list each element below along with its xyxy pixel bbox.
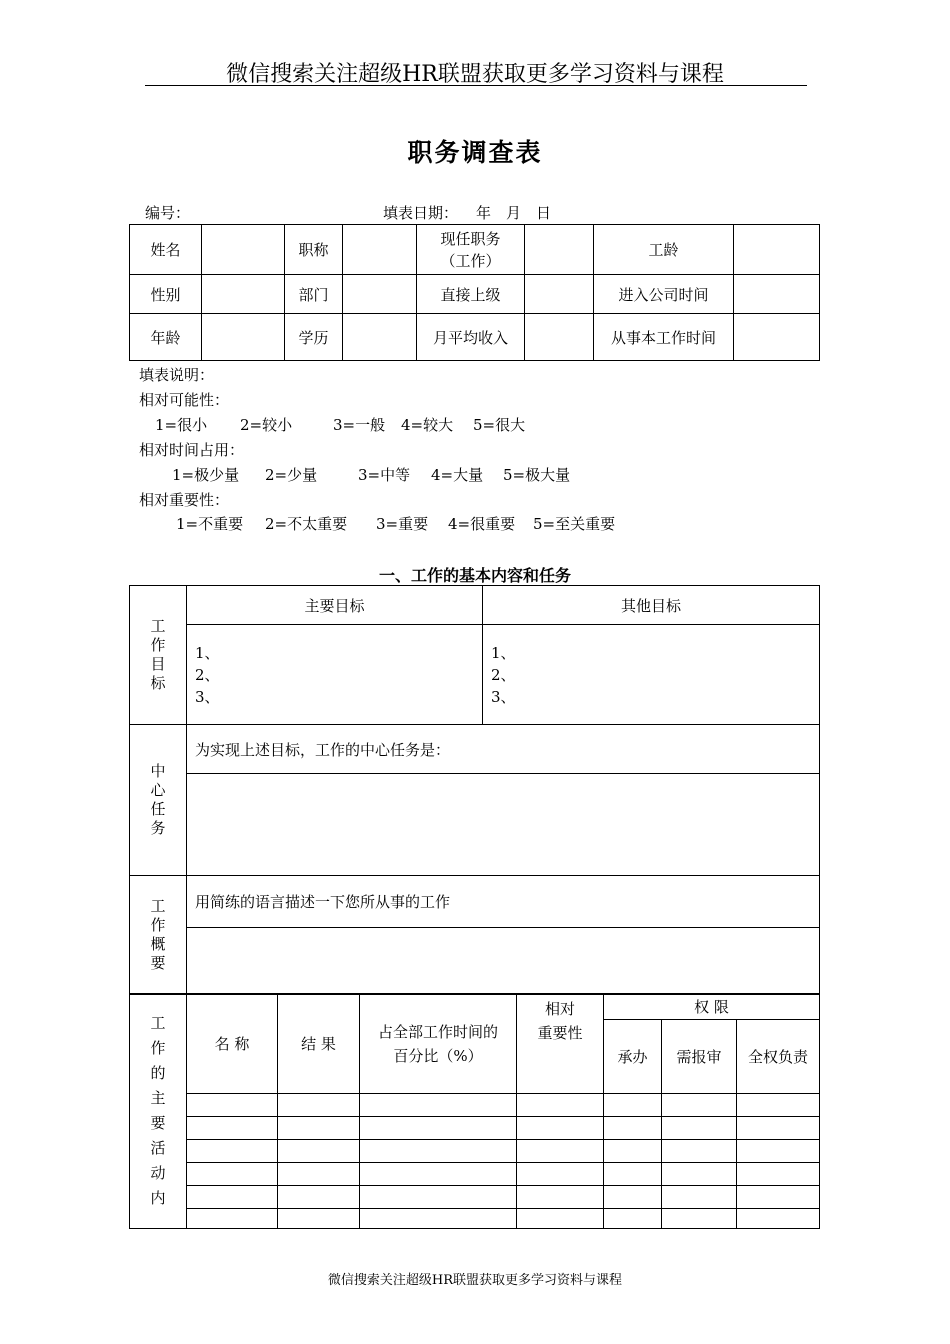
time-scale-3: 3=中等: [358, 466, 411, 484]
table-row: [130, 1163, 820, 1186]
col-result-header: 结 果: [278, 994, 360, 1094]
join-time-value[interactable]: [734, 275, 820, 314]
activity-cell[interactable]: [662, 1163, 737, 1186]
number-label: 编号：: [145, 204, 191, 222]
date-day: 日: [536, 204, 552, 222]
activity-cell[interactable]: [278, 1209, 360, 1229]
activity-cell[interactable]: [187, 1094, 278, 1117]
time-label: 相对时间占用：: [139, 441, 245, 459]
activity-cell[interactable]: [517, 1094, 604, 1117]
name-label: 姓名: [130, 225, 202, 275]
activity-cell[interactable]: [604, 1140, 662, 1163]
activity-cell[interactable]: [517, 1117, 604, 1140]
position-value[interactable]: [525, 225, 594, 275]
age-label: 年龄: [130, 314, 202, 361]
activity-cell[interactable]: [517, 1163, 604, 1186]
footer-banner: 微信搜索关注超级HR联盟获取更多学习资料与课程: [327, 1273, 623, 1288]
date-year: 年: [476, 204, 492, 222]
table-row: [130, 1094, 820, 1117]
activity-cell[interactable]: [737, 1209, 820, 1229]
time-scale-4: 4=大量: [431, 466, 484, 484]
importance-scale-1: 1=不重要: [176, 515, 244, 533]
goals-label: 工作目标: [150, 617, 166, 692]
income-value[interactable]: [525, 314, 594, 361]
join-time-label: 进入公司时间: [594, 275, 734, 314]
activity-cell[interactable]: [187, 1186, 278, 1209]
activity-cell[interactable]: [278, 1117, 360, 1140]
activity-cell[interactable]: [662, 1140, 737, 1163]
col-name-header: 名 称: [187, 994, 278, 1094]
activity-cell[interactable]: [360, 1163, 517, 1186]
department-value[interactable]: [343, 275, 417, 314]
activity-cell[interactable]: [278, 1186, 360, 1209]
importance-scale-3: 3=重要: [376, 515, 429, 533]
other-goal-item: 1、: [491, 643, 516, 662]
activity-cell[interactable]: [737, 1186, 820, 1209]
gender-value[interactable]: [202, 275, 285, 314]
possibility-label: 相对可能性：: [139, 391, 230, 409]
department-label: 部门: [285, 275, 343, 314]
activity-cell[interactable]: [737, 1163, 820, 1186]
main-goal-item: 1、: [195, 643, 220, 662]
education-value[interactable]: [343, 314, 417, 361]
activity-cell[interactable]: [278, 1140, 360, 1163]
supervisor-label: 直接上级: [417, 275, 525, 314]
header-banner: 微信搜索关注超级HR联盟获取更多学习资料与课程: [226, 62, 724, 87]
col-percent-line2: 百分比（%）: [393, 1046, 483, 1065]
table-row: [130, 1117, 820, 1140]
center-task-label: 中心任务: [150, 762, 166, 837]
activity-cell[interactable]: [604, 1186, 662, 1209]
center-task-input[interactable]: [187, 774, 820, 876]
auth-report-header: 需报审: [662, 1020, 737, 1094]
activity-cell[interactable]: [517, 1140, 604, 1163]
position-label-line2: （工作）: [440, 251, 501, 270]
activity-cell[interactable]: [360, 1209, 517, 1229]
activity-cell[interactable]: [360, 1094, 517, 1117]
goals-table: [129, 585, 820, 995]
seniority-label: 工龄: [594, 225, 734, 275]
other-goal-item: 2、: [491, 665, 516, 684]
work-time-value[interactable]: [734, 314, 820, 361]
activity-cell[interactable]: [187, 1117, 278, 1140]
age-value[interactable]: [202, 314, 285, 361]
activity-cell[interactable]: [662, 1186, 737, 1209]
col-percent-line1: 占全部工作时间的: [377, 1022, 498, 1041]
main-goal-item: 2、: [195, 665, 220, 684]
importance-label: 相对重要性：: [139, 491, 230, 509]
activity-cell[interactable]: [360, 1140, 517, 1163]
main-goals-header: 主要目标: [187, 586, 483, 625]
activity-cell[interactable]: [662, 1094, 737, 1117]
header-divider: [145, 85, 807, 86]
position-label: [417, 225, 525, 275]
center-task-label-cell: [130, 725, 187, 876]
possibility-scale-5: 5=很大: [473, 416, 526, 434]
section-title: 一、工作的基本内容和任务: [378, 566, 571, 585]
other-goals-list[interactable]: [483, 625, 820, 725]
activity-cell[interactable]: [360, 1186, 517, 1209]
activity-cell[interactable]: [604, 1117, 662, 1140]
activity-cell[interactable]: [187, 1209, 278, 1229]
importance-scale-2: 2=不太重要: [265, 515, 348, 533]
summary-prompt: 用简练的语言描述一下您所从事的工作: [187, 876, 820, 928]
time-scale-2: 2=少量: [265, 466, 318, 484]
table-row: [130, 1186, 820, 1209]
summary-input[interactable]: [187, 928, 820, 995]
main-goal-item: 3、: [195, 687, 220, 706]
activity-cell[interactable]: [737, 1117, 820, 1140]
info-table: [129, 224, 820, 361]
possibility-scale-4: 4=较大: [401, 416, 454, 434]
other-goals-header: 其他目标: [483, 586, 820, 625]
activities-label-cell: [130, 994, 187, 1229]
table-row: [130, 1209, 820, 1229]
summary-label-cell: [130, 876, 187, 995]
time-scale-5: 5=极大量: [503, 466, 571, 484]
education-label: 学历: [285, 314, 343, 361]
time-scale-1: 1=极少量: [172, 466, 240, 484]
col-importance-line2: 重要性: [537, 1024, 583, 1042]
center-task-prompt: 为实现上述目标，工作的中心任务是：: [187, 725, 820, 774]
work-time-label: 从事本工作时间: [594, 314, 734, 361]
income-label: 月平均收入: [417, 314, 525, 361]
importance-scale-5: 5=至关重要: [533, 515, 616, 533]
date-label: 填表日期：: [383, 204, 459, 222]
col-percent-header: [360, 994, 517, 1094]
activity-cell[interactable]: [187, 1163, 278, 1186]
gender-label: 性别: [130, 275, 202, 314]
importance-scale-4: 4=很重要: [448, 515, 516, 533]
activity-cell[interactable]: [662, 1117, 737, 1140]
title-value[interactable]: [343, 225, 417, 275]
activity-cell[interactable]: [360, 1117, 517, 1140]
summary-label: 工作概要: [150, 897, 166, 972]
col-importance-line1: 相对: [544, 1000, 575, 1018]
table-row: [130, 1140, 820, 1163]
seniority-value[interactable]: [734, 225, 820, 275]
possibility-scale-1: 1=很小: [155, 416, 208, 434]
activity-cell[interactable]: [604, 1163, 662, 1186]
supervisor-value[interactable]: [525, 275, 594, 314]
activity-cell[interactable]: [662, 1209, 737, 1229]
other-goal-item: 3、: [491, 687, 516, 706]
activity-cell[interactable]: [737, 1140, 820, 1163]
activity-cell[interactable]: [604, 1094, 662, 1117]
activity-cell[interactable]: [278, 1163, 360, 1186]
possibility-scale-2: 2=较小: [240, 416, 293, 434]
authority-header: 权 限: [604, 994, 820, 1020]
activity-cell[interactable]: [604, 1209, 662, 1229]
date-month: 月: [506, 204, 522, 222]
title-label: 职称: [285, 225, 343, 275]
activity-cell[interactable]: [517, 1209, 604, 1229]
goals-label-cell: [130, 586, 187, 725]
instructions-heading: 填表说明：: [139, 366, 215, 384]
main-goals-list[interactable]: [187, 625, 483, 725]
auth-full-header: 全权负责: [737, 1020, 820, 1094]
name-value[interactable]: [202, 225, 285, 275]
activity-cell[interactable]: [517, 1186, 604, 1209]
activity-cell[interactable]: [737, 1094, 820, 1117]
activity-cell[interactable]: [187, 1140, 278, 1163]
possibility-scale-3: 3=一般: [333, 416, 386, 434]
auth-undertake-header: 承办: [604, 1020, 662, 1094]
page-title: 职务调查表: [407, 138, 543, 167]
activities-table: [129, 993, 820, 1229]
position-label-line1: 现任职务: [440, 229, 501, 248]
col-importance-header: [517, 994, 604, 1094]
activities-label: 工作的主要活动内: [150, 1014, 166, 1207]
activity-cell[interactable]: [278, 1094, 360, 1117]
